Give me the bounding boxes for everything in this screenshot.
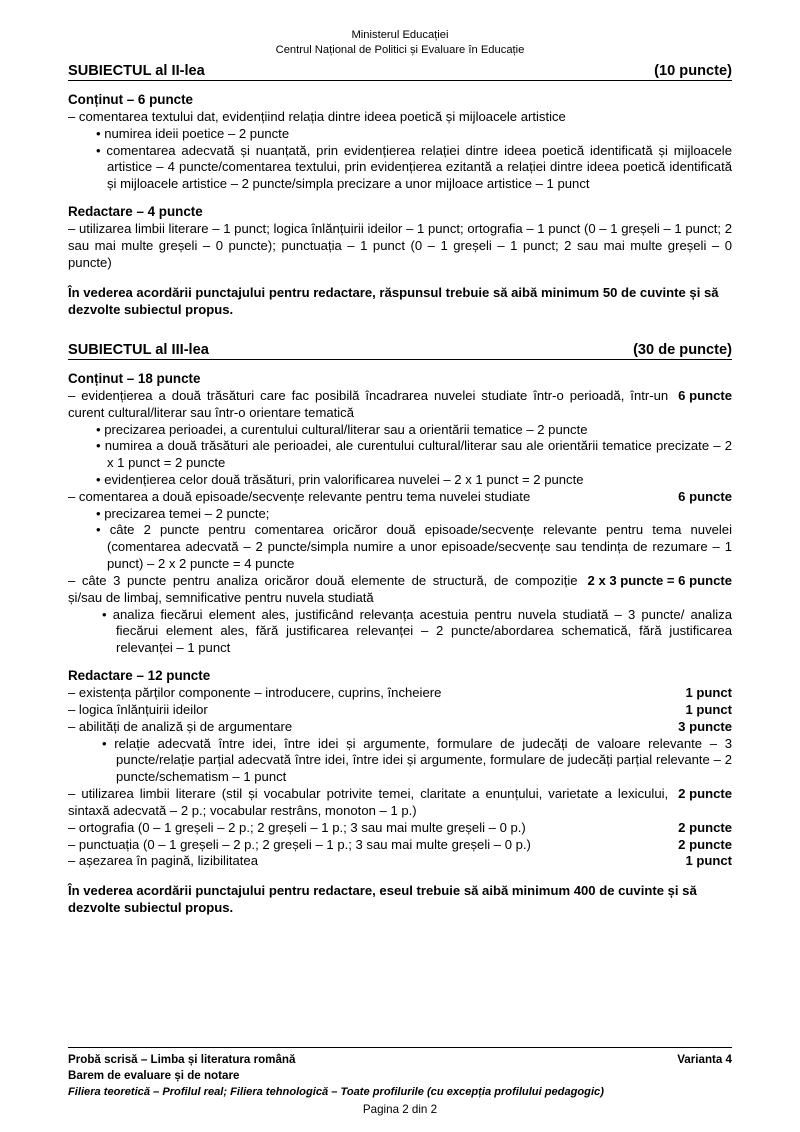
redactare-row-points: 3 puncte bbox=[678, 718, 732, 734]
redactare-row-text: – așezarea în pagină, lizibilitatea bbox=[68, 853, 258, 869]
subject-2-bullet: • comentarea adecvată și nuanțată, prin evidențierea relației dintre ideea poetică identificată și mijloacele artistice – 4 puncte/comentarea textului, prin evidențierea ezitantă a relației dintre ideea poetică identificată și mijloacele artistice – 2 puncte/simpla precizare a unor mijloace artistice – 1 punct bbox=[96, 142, 732, 192]
subject-2-continut-title: Conținut – 6 puncte bbox=[68, 91, 193, 107]
redactare-row-points: 2 puncte bbox=[678, 836, 732, 852]
subject-2-redactare-text: – utilizarea limbii literare – 1 punct; logica înlănțuirii ideilor – 1 punct; ortografia – 1 punct (0 – 1 greșeli – 1 punct; 2 sau mai multe greșeli – 0 puncte); punctuația – 1 punct (0 – 1 greșeli – 1 punct; 2 sau mai multe greșeli – 0 puncte) bbox=[68, 221, 732, 270]
subject-3-redactare-row bbox=[68, 837, 732, 854]
subject-2-bullet: • numirea ideii poetice – 2 puncte bbox=[96, 125, 290, 141]
subject-3-redactare-title: Redactare – 12 puncte bbox=[68, 667, 211, 683]
subject-2-redactare-title: Redactare – 4 puncte bbox=[68, 204, 203, 220]
subject-3-note: În vederea acordării punctajului pentru redactare, eseul trebuie să aibă minimum 400 de cuvinte și să dezvolte subiectul propus. bbox=[68, 883, 697, 916]
subject-3-body bbox=[68, 370, 732, 916]
subject-3-heading bbox=[68, 342, 732, 360]
subject-2-title: SUBIECTUL al II-lea bbox=[68, 62, 205, 79]
subject-3-bullet: • relație adecvată între idei, între idei și argumente, formulare de judecăți de valoare relevante – 3 puncte/relație parțial adecvată între idei, între idei și argumente, formulare de judecăți parțial relevante – 2 puncte/schematism – 1 punct bbox=[102, 735, 732, 785]
subject-3-redactare-row bbox=[68, 685, 732, 702]
subject-3-bullet: • câte 2 puncte pentru comentarea oricăror două episoade/secvențe relevante pentru tema nuvelei (comentarea adecvată – 2 puncte/simpla numire a unor episoade/secvențe sau tendința de rezumare – 1 punct) – 2 x 2 puncte = 4 puncte bbox=[96, 522, 732, 572]
subject-3-item-3-points: 2 x 3 puncte = 6 puncte bbox=[587, 572, 732, 588]
subject-3-item-2-points: 6 puncte bbox=[678, 488, 732, 504]
redactare-row-points: 1 punct bbox=[685, 853, 732, 869]
subject-3-redactare-row bbox=[68, 702, 732, 719]
subject-3-bullet: • numirea a două trăsături ale perioadei, ale curentului cultural/literar sau ale orientării tematice precizate – 2 x 1 punct = 2 puncte bbox=[96, 438, 732, 471]
redactare-row-points: 1 punct bbox=[685, 685, 732, 701]
header-ministry: Ministerul Educației bbox=[351, 29, 449, 41]
footer-exam-name: Probă scrisă – Limba și literatura română bbox=[68, 1052, 296, 1066]
subject-3-bullet: • precizarea perioadei, a curentului cultural/literar sau a orientării tematice – 2 puncte bbox=[96, 421, 588, 437]
subject-3-redactare-row bbox=[68, 820, 732, 837]
document-header bbox=[68, 28, 732, 58]
redactare-flow-text: – utilizarea limbii literare (stil și vocabular potrivite temei, claritate a enunțului, varietate a lexicului, sintaxă adecvată – 2 p.; vocabular restrâns, monoton – 1 p.) bbox=[68, 786, 669, 818]
subject-3-points: (30 de puncte) bbox=[633, 341, 732, 358]
subject-2-note: În vederea acordării punctajului pentru redactare, răspunsul trebuie să aibă minimum 50 de cuvinte și să dezvolte subiectul propus. bbox=[68, 284, 719, 317]
redactare-row-text: – ortografia (0 – 1 greșeli – 2 p.; 2 greșeli – 1 p.; 3 sau mai multe greșeli – 0 p.) bbox=[68, 819, 526, 835]
footer-line-1 bbox=[68, 1052, 732, 1068]
subject-3-continut-title: Conținut – 18 puncte bbox=[68, 370, 201, 386]
footer-page-number: Pagina 2 din 2 bbox=[362, 1102, 438, 1116]
subject-3-item-3-text: – câte 3 puncte pentru analiza oricăror două elemente de structură, de compoziție și/sau de limbaj, semnificative pentru nuvela studiată bbox=[68, 572, 578, 605]
subject-3-item-2-text: – comentarea a două episoade/secvențe relevante pentru tema nuvelei studiate bbox=[68, 488, 531, 504]
subject-2-continut-lead: – comentarea textului dat, evidențiind relația dintre ideea poetică și mijloacele artistice bbox=[68, 109, 566, 124]
subject-3-title: SUBIECTUL al III-lea bbox=[68, 341, 209, 358]
footer-barem: Barem de evaluare și de notare bbox=[68, 1069, 240, 1083]
subject-3-item-1-points: 6 puncte bbox=[678, 387, 732, 403]
redactare-row-text: – existența părților componente – introducere, cuprins, încheiere bbox=[68, 685, 442, 701]
header-center: Centrul Național de Politici și Evaluare în Educație bbox=[275, 43, 525, 56]
subject-3-redactare-row bbox=[68, 853, 732, 870]
subject-3-redactare-row bbox=[68, 719, 732, 736]
subject-3-item-3 bbox=[68, 573, 732, 607]
redactare-row-points: 1 punct bbox=[685, 702, 732, 717]
subject-3-redactare-flow bbox=[68, 786, 732, 820]
redactare-row-text: – logica înlănțuirii ideilor bbox=[68, 702, 208, 717]
subject-2-points: (10 puncte) bbox=[654, 62, 732, 79]
spacer bbox=[68, 318, 732, 340]
subject-3-bullet: • analiza fiecărui element ales, justificând relevanța acestuia pentru nuvela studiată – 3 puncte/ analiza fiecărui element ales, fără justificarea relevanței – 2 puncte/abordarea schematică, fără justificarea relevanței – 1 punct bbox=[102, 606, 732, 656]
redactare-row-text: – punctuația (0 – 1 greșeli – 2 p.; 2 greșeli – 1 p.; 3 sau mai multe greșeli – 0 p.) bbox=[68, 836, 531, 852]
document-footer bbox=[68, 1047, 732, 1118]
subject-2-body bbox=[68, 91, 732, 318]
footer-variant: Varianta 4 bbox=[677, 1052, 732, 1066]
page-content bbox=[68, 28, 732, 916]
subject-2-heading bbox=[68, 63, 732, 81]
subject-3-bullet: • precizarea temei – 2 puncte; bbox=[96, 505, 270, 521]
footer-filiera: Filiera teoretică – Profilul real; Filiera tehnologică – Toate profilurile (cu excepția profilului pedagogic) bbox=[68, 1085, 604, 1098]
subject-3-item-1 bbox=[68, 388, 732, 422]
subject-3-bullet: • evidențierea celor două trăsături, prin valorificarea nuvelei – 2 x 1 punct = 2 puncte bbox=[96, 472, 584, 488]
redactare-row-text: – abilități de analiză și de argumentare bbox=[68, 718, 293, 734]
subject-3-item-2 bbox=[68, 489, 732, 506]
subject-3-item-1-text: – evidențierea a două trăsături care fac posibilă încadrarea nuvelei studiate într-o perioadă, într-un curent cultural/literar sau într-o orientare tematică bbox=[68, 387, 669, 420]
redactare-row-points: 2 puncte bbox=[678, 819, 732, 835]
redactare-flow-points: 2 puncte bbox=[678, 786, 732, 802]
